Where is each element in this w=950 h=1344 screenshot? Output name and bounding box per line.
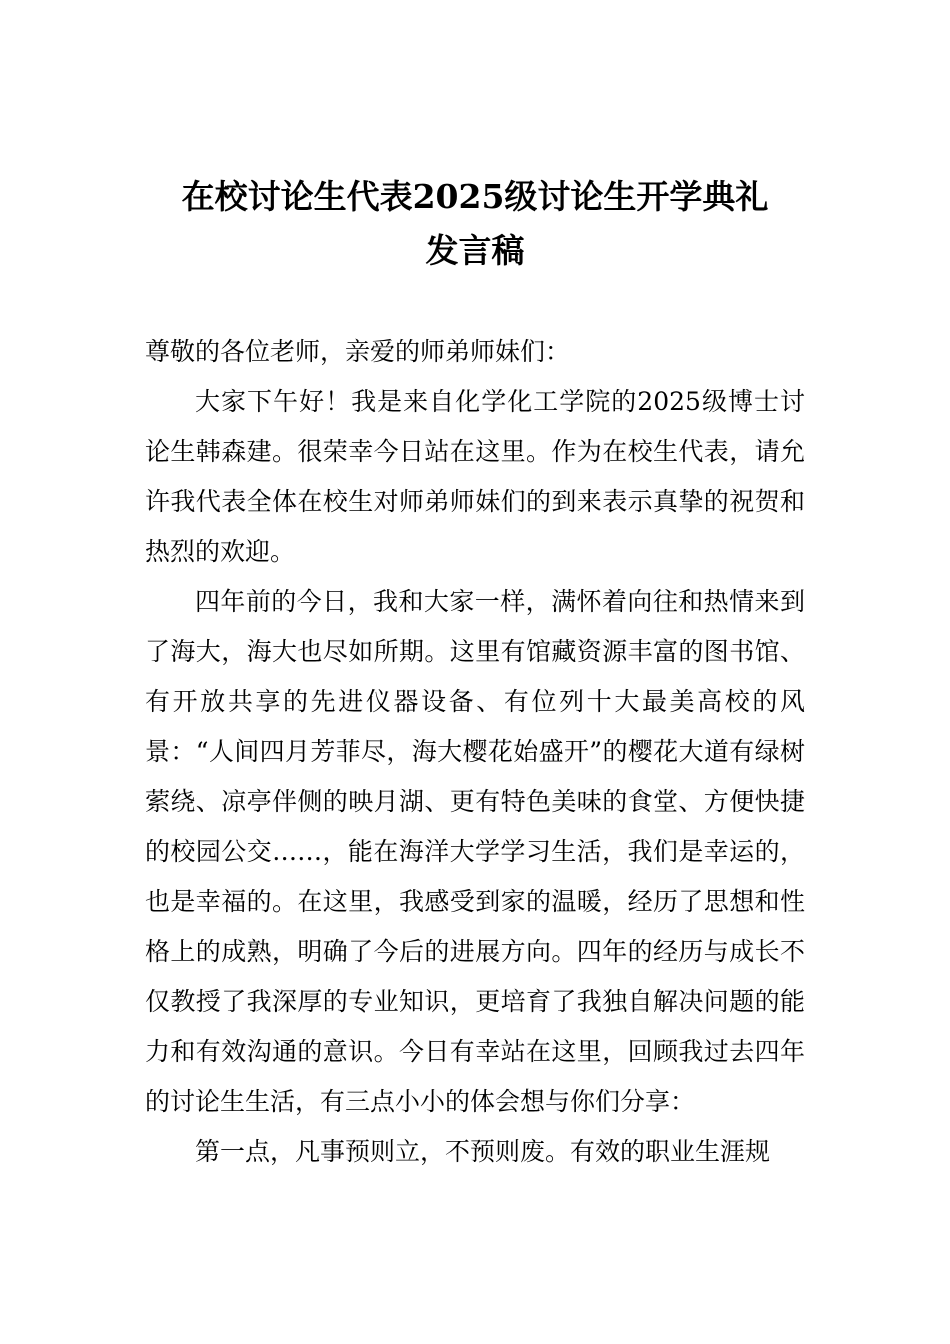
document-title: [145, 170, 805, 278]
salutation: 尊敬的各位老师，亲爱的师弟师妹们：: [145, 337, 571, 366]
paragraph-intro: 大家下午好！我是来自化学化工学院的2025级博士讨论生韩森建。很荣幸今日站在这里。作为在校生代表，请允许我代表全体在校生对师弟师妹们的到来表示真挚的祝贺和热烈的欢迎。: [145, 387, 805, 566]
paragraph-first-point: 第一点，凡事预则立，不预则废。有效的职业生涯规: [195, 1137, 771, 1166]
title-line-2: 发言稿: [425, 231, 525, 270]
paragraph-experience: 四年前的今日，我和大家一样，满怀着向往和热情来到了海大，海大也尽如所期。这里有馆藏资源丰富的图书馆、有开放共享的先进仪器设备、有位列十大最美高校的风景：“人间四月芳菲尽，海大樱花始盛开”的樱花大道有绿树萦绕、凉亭伴侧的映月湖、更有特色美味的食堂、方便快捷的校园公交……，能在海洋大学学习生活，我们是幸运的，也是幸福的。在这里，我感受到家的温暖，经历了思想和性格上的成熟，明确了今后的进展方向。四年的经历与成长不仅教授了我深厚的专业知识，更培育了我独自解决问题的能力和有效沟通的意识。今日有幸站在这里，回顾我过去四年的讨论生生活，有三点小小的体会想与你们分享：: [145, 587, 805, 1116]
document-body: [145, 327, 805, 1177]
title-line-1: 在校讨论生代表2025级讨论生开学典礼: [181, 177, 769, 216]
